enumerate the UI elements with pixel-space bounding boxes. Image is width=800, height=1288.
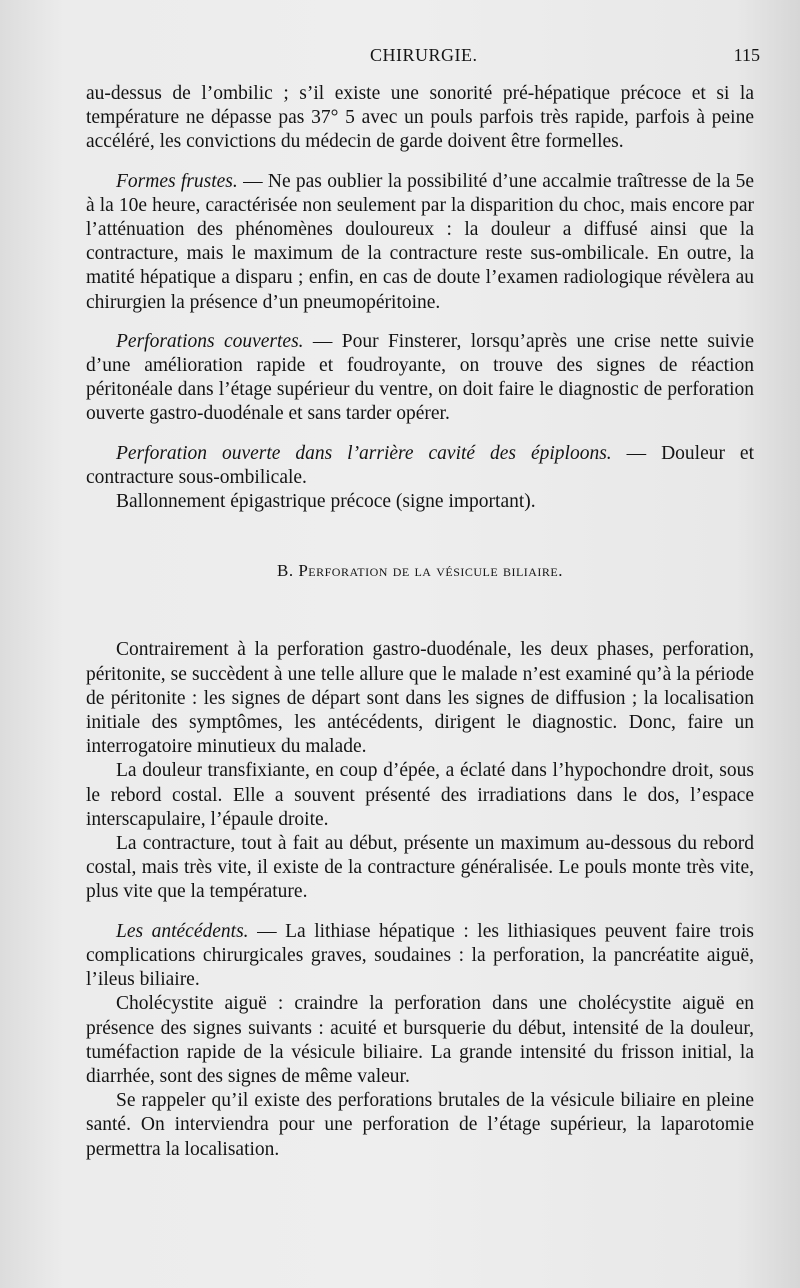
- paragraph-text: — Douleur et contracture sous-ombilicale.: [86, 442, 754, 488]
- paragraph-text: — Pour Finsterer, lorsqu’après une crise nette suivie d’une amélioration rapide et foudroyante, on trouve des signes de réaction péritonéale dans l’étage supérieur du ventre, on doit faire le diagnostic de perforation ouverte gastro-duodénale et sans tarder opérer.: [86, 330, 754, 425]
- running-header: [80, 45, 760, 75]
- paragraph-douleur: La douleur transfixiante, en coup d’épée, a éclaté dans l’hypochondre droit, sous le rebord costal. Elle a souvent présenté des irradiations dans le dos, l’espace interscapulaire, l’épaule droite.: [86, 760, 754, 830]
- paragraph-lead: Formes frustes.: [116, 170, 238, 192]
- running-title: CHIRURGIE.: [370, 45, 478, 65]
- paragraph-text: — Ne pas oublier la possibilité d’une accalmie traîtresse de la 5e à la 10e heure, caractérisée non seulement par la disparition du choc, mais encore par l’atténuation des phénomènes douloureux : la douleur a diffusé ainsi que la contracture, mais le maximum de la contracture reste sus-ombilicale. En outre, la matité hépatique a disparu ; enfin, en cas de doute l’examen radiologique révèlera au chirurgien la présence d’un pneumopéritoine.: [86, 170, 754, 313]
- paragraph-formes-frustes: [86, 170, 754, 315]
- paragraph-text: — La lithiase hépatique : les lithiasiques peuvent faire trois complications chirurgicales graves, soudaines : la perforation, la pancréatite aiguë, l’ileus biliaire.: [86, 920, 755, 991]
- paragraph-arriere-cavite: [86, 442, 754, 490]
- paragraph-perforations-couvertes: [86, 330, 754, 427]
- paragraph-continuation: au-dessus de l’ombilic ; s’il existe une sonorité pré-hépatique précoce et si la température ne dépasse pas 37° 5 avec un pouls parfois très rapide, parfois à peine accéléré, les convictions du médecin de garde doivent être formelles.: [86, 83, 754, 153]
- paragraph-rappeler: Se rappeler qu’il existe des perforations brutales de la vésicule biliaire en pleine santé. On interviendra pour une perforation de l’étage supérieur, la laparotomie permettra la localisation.: [86, 1090, 754, 1160]
- paragraph-cholecystite: Cholécystite aiguë : craindre la perforation dans une cholécystite aiguë en présence des signes suivants : acuité et bursquerie du début, intensité de la douleur, tuméfaction rapide de la vésicule biliaire. La grande intensité du frisson initial, la diarrhée, sont des signes de même valeur.: [86, 993, 754, 1087]
- page-body: [86, 82, 754, 1162]
- paragraph-contracture: La contracture, tout à fait au début, présente un maximum au-dessous du rebord costal, mais très vite, il existe de la contracture généralisée. Le pouls monte très vite, plus vite que la température.: [86, 833, 754, 903]
- paragraph-lead: Perforation ouverte dans l’arrière cavité des épiploons.: [116, 442, 612, 464]
- paragraph-lead: Perforations couvertes.: [116, 330, 304, 352]
- page-number: 115: [733, 45, 760, 65]
- paragraph-antecedents: [86, 920, 754, 993]
- paragraph-ballonnement: Ballonnement épigastrique précoce (signe important).: [116, 491, 536, 513]
- section-heading: B. Perforation de la vésicule biliaire.: [276, 561, 564, 581]
- paragraph-contrairement: Contrairement à la perforation gastro-duodénale, les deux phases, perforation, péritonite, se succèdent à une telle allure que le malade n’est examiné qu’à la période de péritonite : les signes de départ sont dans les signes de diffusion ; la localisation initiale des symptômes, les antécédents, dirigent le diagnostic. Donc, faire un interrogatoire minutieux du malade.: [86, 639, 754, 758]
- paragraph-lead: Les antécédents.: [116, 920, 249, 942]
